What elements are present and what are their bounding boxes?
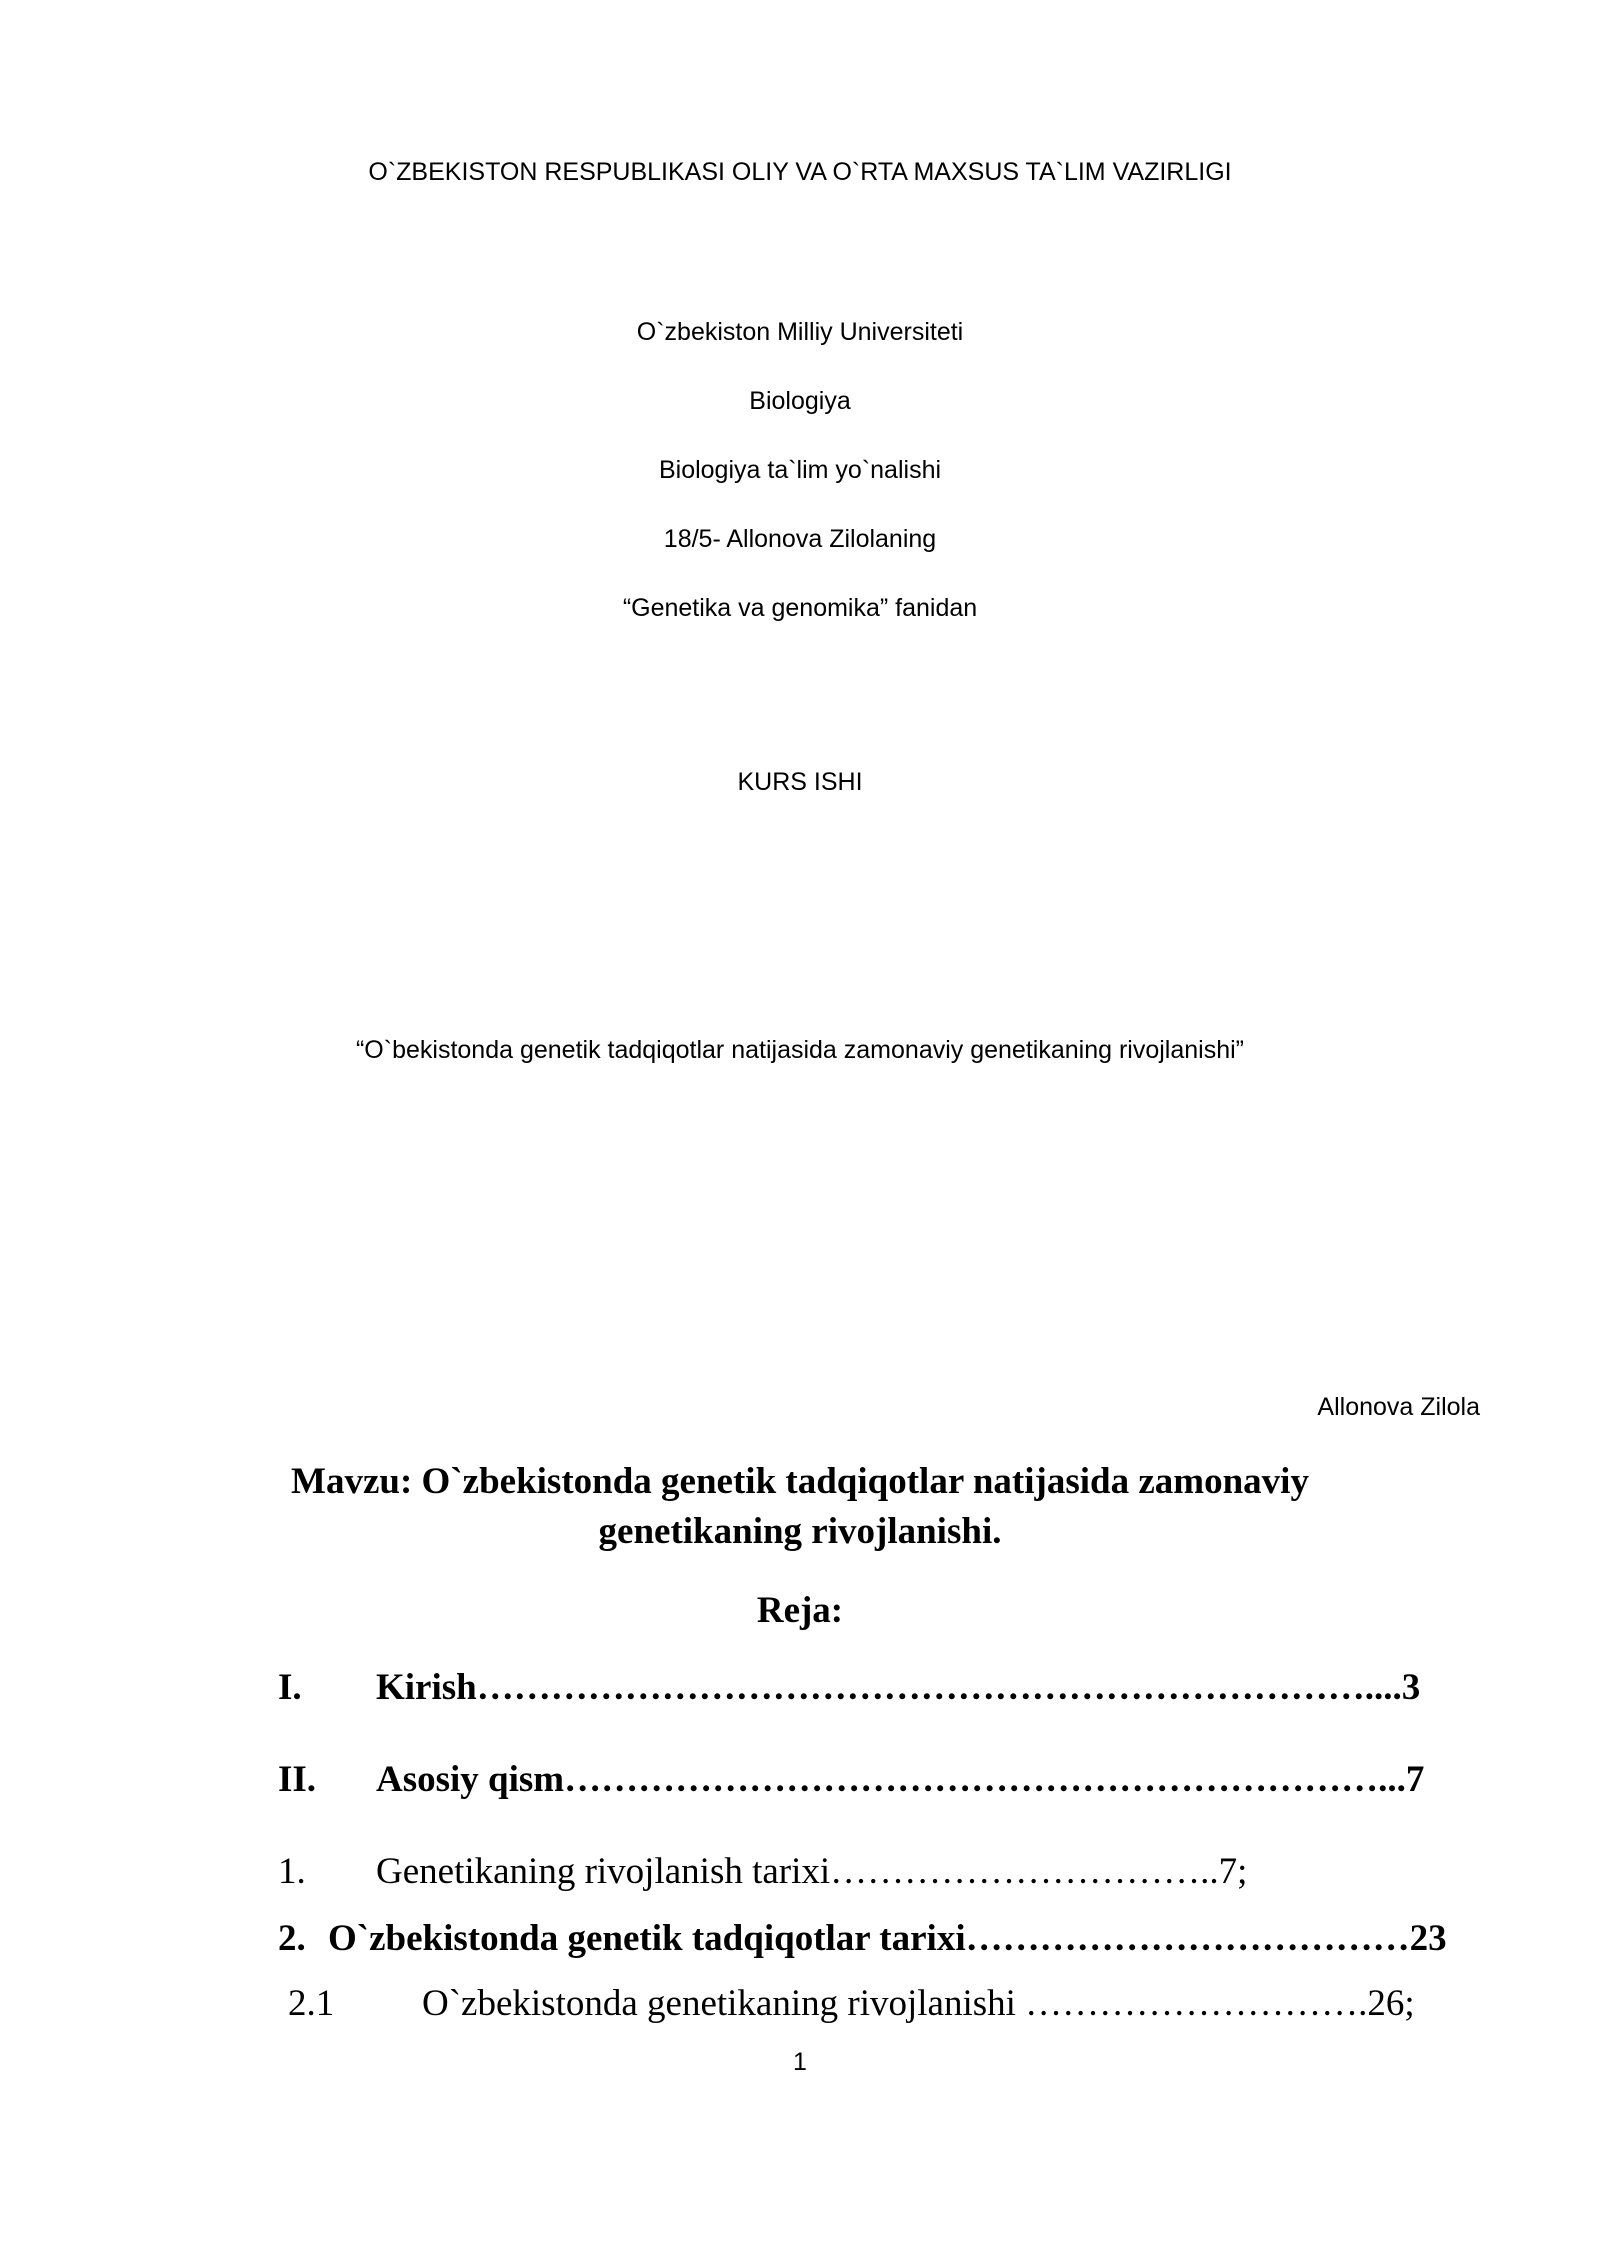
toc-item-genetics-history	[278, 1850, 1458, 1894]
mavzu-line-2: genetikaning rivojlanishi.	[598, 1511, 1002, 1552]
faculty-name: Biologiya	[749, 387, 851, 415]
reja-title: Reja:	[756, 1590, 844, 1631]
education-direction: Biologiya ta`lim yo`nalishi	[658, 456, 942, 484]
mavzu-line-1: Mavzu: O`zbekistonda genetik tadqiqotlar natijasida zamonaviy	[291, 1461, 1309, 1502]
toc-item-kirish	[278, 1666, 1458, 1710]
work-type: KURS ISHI	[737, 768, 863, 796]
university-name: O`zbekiston Milliy Universiteti	[636, 318, 964, 346]
author-name: Allonova Zilola	[1317, 1393, 1480, 1421]
toc-item-number: 2.1	[288, 1983, 335, 2024]
toc-item-uzbekistan-research-history	[278, 1917, 1478, 1961]
student-line: 18/5- Allonova Zilolaning	[663, 525, 937, 553]
toc-item-number: II.	[278, 1759, 317, 1800]
page-number: 1	[793, 2048, 807, 2076]
ministry-heading: O`ZBEKISTON RESPUBLIKASI OLIY VA O`RTA MAXSUS TA`LIM VAZIRLIGI	[368, 158, 1232, 186]
toc-item-text: Kirish………………………………………………………………....3	[376, 1667, 1421, 1708]
toc-item-asosiy-qism	[278, 1758, 1458, 1802]
toc-item-uzbekistan-genetics-development	[288, 1982, 1468, 2026]
toc-item-text: O`zbekistonda genetik tadqiqotlar tarixi………………………………23	[328, 1918, 1447, 1959]
course-work-topic: “O`bekistonda genetik tadqiqotlar natijasida zamonaviy genetikaning rivojlanishi”	[355, 1036, 1244, 1064]
subject-line: “Genetika va genomika” fanidan	[622, 594, 978, 622]
toc-item-number: 1.	[278, 1851, 306, 1892]
toc-item-text: Asosiy qism…………………………………………………………...7	[376, 1759, 1425, 1800]
toc-item-text: O`zbekistonda genetikaning rivojlanishi ……………………….26;	[422, 1983, 1415, 2024]
toc-item-text: Genetikaning rivojlanish tarixi…………………………..7;	[376, 1851, 1248, 1892]
toc-item-number: I.	[278, 1667, 302, 1708]
toc-item-number: 2.	[278, 1918, 306, 1959]
